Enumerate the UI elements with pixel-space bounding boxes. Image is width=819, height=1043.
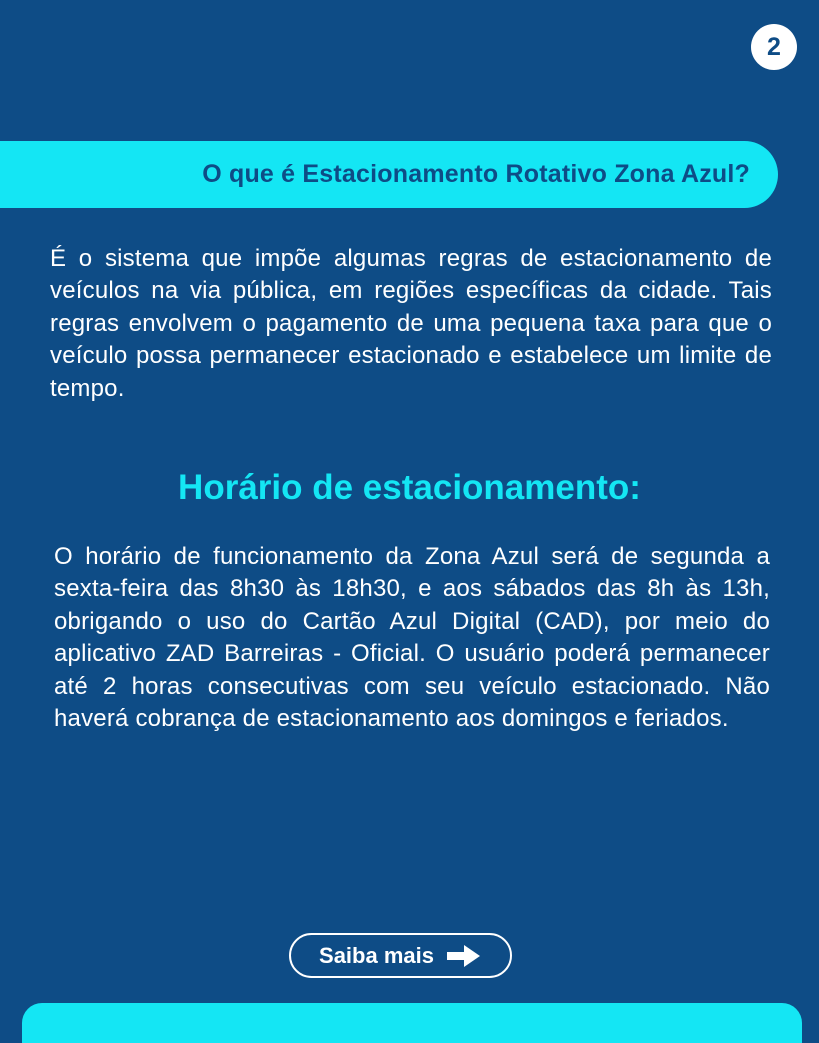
- page-number-badge: [751, 24, 797, 70]
- question-title: O que é Estacionamento Rotativo Zona Azul?: [202, 160, 750, 188]
- schedule-paragraph: O horário de funcionamento da Zona Azul será de segunda a sexta-feira das 8h30 às 18h30, e aos sábados das 8h às 13h, obrigando o uso do Cartão Azul Digital (CAD), por meio do aplicativo ZAD Barreiras - Oficial. O usuário poderá permanecer até 2 horas consecutivas com seu veículo estacionado. Não haverá cobrança de estacionamento aos domingos e feriados.: [54, 543, 770, 733]
- question-banner: [0, 141, 778, 208]
- saiba-mais-label: Saiba mais: [319, 942, 434, 968]
- arrow-right-icon: [446, 944, 482, 968]
- page-number: 2: [767, 32, 781, 61]
- bottom-accent-bar: [22, 1003, 802, 1043]
- saiba-mais-button[interactable]: [289, 933, 512, 978]
- intro-paragraph: É o sistema que impõe algumas regras de estacionamento de veículos na via pública, em regiões específicas da cidade. Tais regras envolvem o pagamento de uma pequena taxa para que o veículo possa permanecer estacionado e estabelece um limite de tempo.: [50, 245, 772, 402]
- schedule-heading: Horário de estacionamento:: [178, 468, 641, 507]
